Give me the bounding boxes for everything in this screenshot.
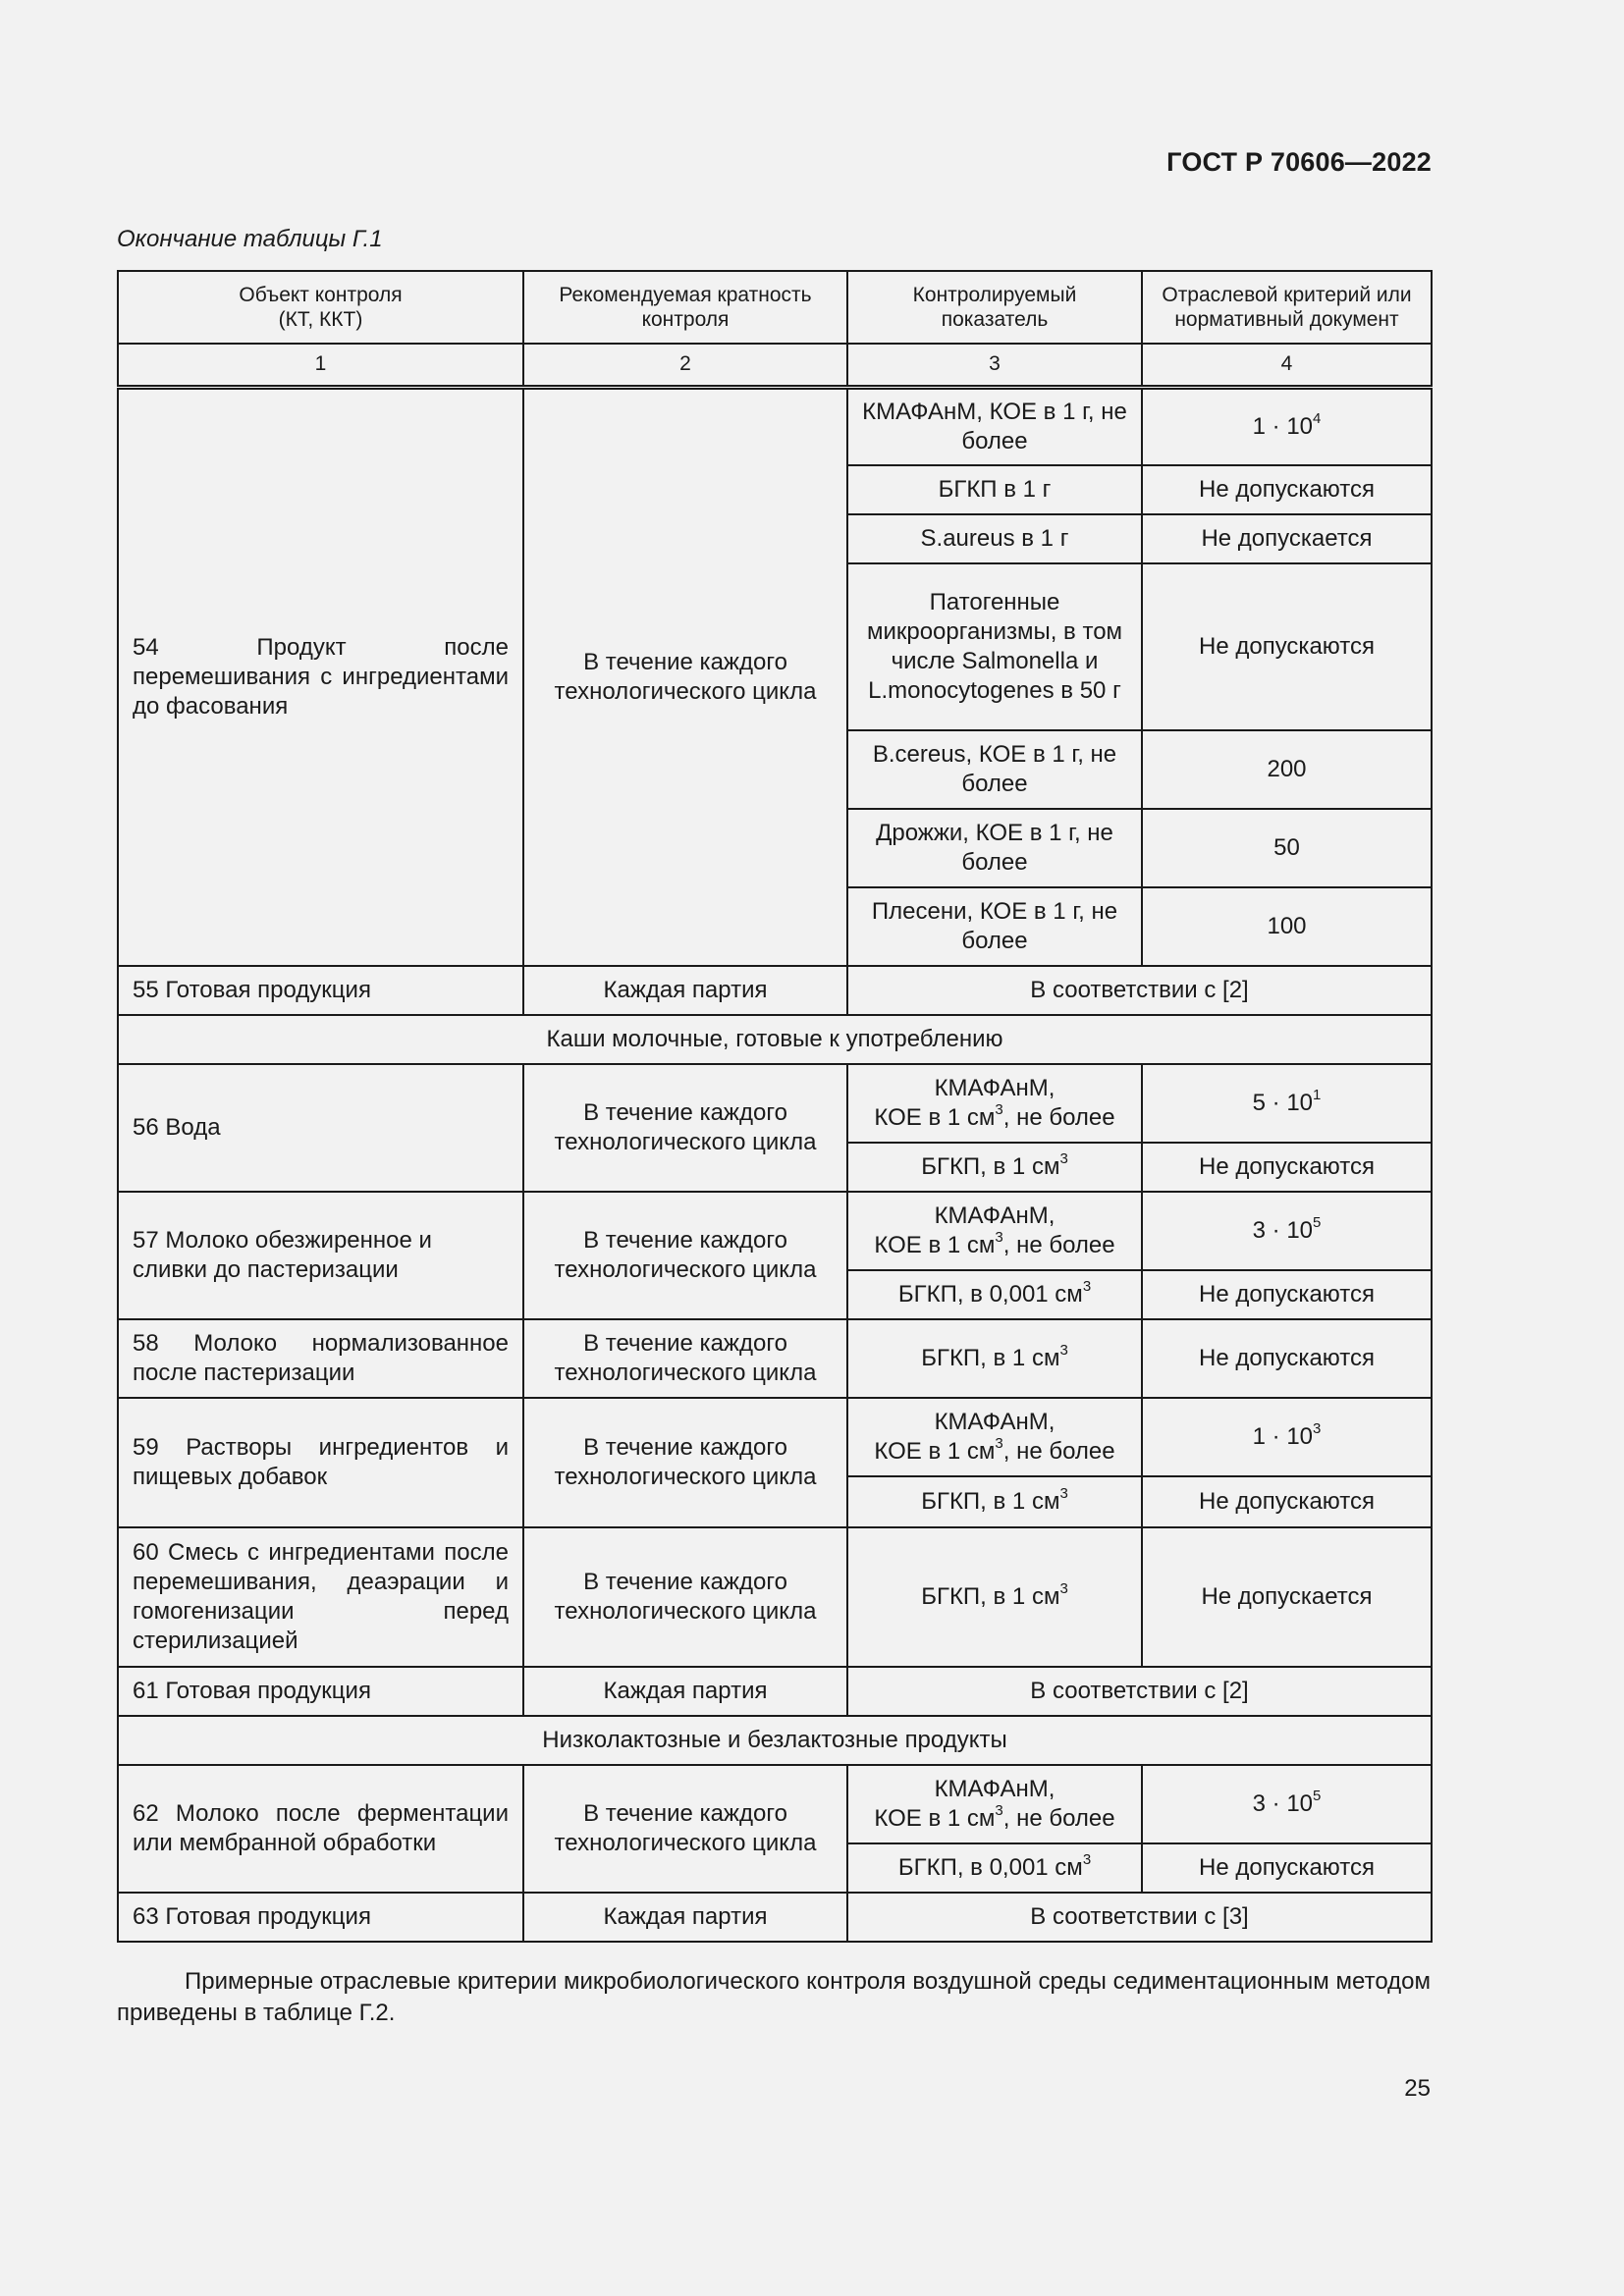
- criterion-cell: $5 \cdot 10^1$: [1142, 1064, 1432, 1143]
- criterion-cell: Не допускаются: [1142, 1843, 1432, 1893]
- frequency-cell: В течение каждого технологического цикла: [523, 1527, 847, 1667]
- indicator-cell: БГКП в 1 г: [847, 465, 1142, 514]
- column-number-row: [118, 344, 1432, 387]
- criterion-cell: $3 \cdot 10^5$: [1142, 1765, 1432, 1843]
- table-caption: Окончание таблицы Г.1: [117, 226, 383, 252]
- frequency-cell: В течение каждого технологического цикла: [523, 1192, 847, 1319]
- section-title: Каши молочные, готовые к употреблению: [118, 1015, 1432, 1064]
- indicator-cell: КМАФАнМ, КОЕ в 1 $см^3$, не более: [847, 1398, 1142, 1476]
- criterion-cell: Не допускаются: [1142, 563, 1432, 730]
- table-row: [118, 1319, 1432, 1398]
- column-header-frequency: Рекомендуемая кратность контроля: [523, 271, 847, 344]
- frequency-cell: В течение каждого технологического цикла: [523, 1319, 847, 1398]
- section-row: [118, 1716, 1432, 1765]
- table-header-row: [118, 271, 1432, 344]
- criterion-cell: Не допускается: [1142, 514, 1432, 563]
- object-cell: 60 Смесь с ингредиентами после перемешивания, деаэрации и гомогенизации перед стерилизацией: [118, 1527, 523, 1667]
- frequency-cell: В течение каждого технологического цикла: [523, 387, 847, 966]
- table-row: [118, 1893, 1432, 1942]
- column-header-object: Объект контроля (КТ, ККТ): [118, 271, 523, 344]
- page-number: 25: [1404, 2075, 1431, 2102]
- criterion-cell: Не допускаются: [1142, 1270, 1432, 1319]
- column-number: 3: [847, 344, 1142, 387]
- indicator-cell: БГКП, в 1 $см^3$: [847, 1476, 1142, 1527]
- note-paragraph: Примерные отраслевые критерии микробиологического контроля воздушной среды седиментационным методом приведены в таблице Г.2.: [117, 1968, 1431, 2026]
- control-table: [117, 270, 1433, 1943]
- indicator-cell: КМАФАнМ, КОЕ в 1 г, не более: [847, 387, 1142, 465]
- indicator-cell: Дрожжи, КОЕ в 1 г, не более: [847, 809, 1142, 887]
- object-cell: 61 Готовая продукция: [118, 1667, 523, 1716]
- frequency-cell: В течение каждого технологического цикла: [523, 1398, 847, 1527]
- criterion-cell: 200: [1142, 730, 1432, 809]
- indicator-cell: БГКП, в 0,001 $см^3$: [847, 1270, 1142, 1319]
- table-row: [118, 1667, 1432, 1716]
- indicator-cell: S.aureus в 1 г: [847, 514, 1142, 563]
- frequency-cell: Каждая партия: [523, 966, 847, 1015]
- object-cell: 63 Готовая продукция: [118, 1893, 523, 1942]
- frequency-cell: В течение каждого технологического цикла: [523, 1765, 847, 1893]
- object-cell: 55 Готовая продукция: [118, 966, 523, 1015]
- indicator-cell: КМАФАнМ, КОЕ в 1 $см^3$, не более: [847, 1064, 1142, 1143]
- table-row: [118, 966, 1432, 1015]
- object-cell: 58 Молоко нормализованное после пастеризации: [118, 1319, 523, 1398]
- indicator-cell: Патогенные микроорганизмы, в том числе Salmonella и L.monocytogenes в 50 г: [847, 563, 1142, 730]
- column-number: 4: [1142, 344, 1432, 387]
- table-row: [118, 1064, 1432, 1143]
- section-row: [118, 1015, 1432, 1064]
- criterion-cell: Не допускается: [1142, 1527, 1432, 1667]
- column-number: 2: [523, 344, 847, 387]
- indicator-cell: БГКП, в 1 $см^3$: [847, 1527, 1142, 1667]
- criterion-cell: $1 \cdot 10^3$: [1142, 1398, 1432, 1476]
- column-header-indicator: Контролируемый показатель: [847, 271, 1142, 344]
- criterion-cell: 100: [1142, 887, 1432, 966]
- criterion-cell: $3 \cdot 10^5$: [1142, 1192, 1432, 1270]
- indicator-cell: БГКП, в 1 $см^3$: [847, 1319, 1142, 1398]
- criterion-cell: В соответствии с [2]: [847, 1667, 1432, 1716]
- object-cell: 57 Молоко обезжиренное и сливки до пастеризации: [118, 1192, 523, 1319]
- frequency-cell: Каждая партия: [523, 1667, 847, 1716]
- table-row: [118, 1192, 1432, 1270]
- criterion-cell: В соответствии с [2]: [847, 966, 1432, 1015]
- indicator-cell: КМАФАнМ, КОЕ в 1 $см^3$, не более: [847, 1765, 1142, 1843]
- object-cell: 62 Молоко после ферментации или мембранной обработки: [118, 1765, 523, 1893]
- criterion-cell: Не допускаются: [1142, 1319, 1432, 1398]
- indicator-cell: Плесени, КОЕ в 1 г, не более: [847, 887, 1142, 966]
- indicator-cell: БГКП, в 1 $см^3$: [847, 1143, 1142, 1192]
- column-number: 1: [118, 344, 523, 387]
- criterion-cell: Не допускаются: [1142, 1476, 1432, 1527]
- table-row: [118, 1527, 1432, 1667]
- column-header-criterion: Отраслевой критерий или нормативный документ: [1142, 271, 1432, 344]
- table-row: [118, 1398, 1432, 1476]
- frequency-cell: Каждая партия: [523, 1893, 847, 1942]
- criterion-cell: 50: [1142, 809, 1432, 887]
- indicator-cell: B.cereus, КОЕ в 1 г, не более: [847, 730, 1142, 809]
- table-row: [118, 387, 1432, 465]
- indicator-cell: БГКП, в 0,001 $см^3$: [847, 1843, 1142, 1893]
- criterion-cell: Не допускаются: [1142, 1143, 1432, 1192]
- object-cell: 54 Продукт после перемешивания с ингредиентами до фасования: [118, 387, 523, 966]
- frequency-cell: В течение каждого технологического цикла: [523, 1064, 847, 1192]
- criterion-cell: В соответствии с [3]: [847, 1893, 1432, 1942]
- object-cell: 56 Вода: [118, 1064, 523, 1192]
- criterion-cell: $1 \cdot 10^4$: [1142, 387, 1432, 465]
- object-cell: 59 Растворы ингредиентов и пищевых добавок: [118, 1398, 523, 1527]
- indicator-cell: КМАФАнМ, КОЕ в 1 $см^3$, не более: [847, 1192, 1142, 1270]
- criterion-cell: Не допускаются: [1142, 465, 1432, 514]
- standard-number: ГОСТ Р 70606—2022: [1166, 147, 1432, 177]
- table-row: [118, 1765, 1432, 1843]
- section-title: Низколактозные и безлактозные продукты: [118, 1716, 1432, 1765]
